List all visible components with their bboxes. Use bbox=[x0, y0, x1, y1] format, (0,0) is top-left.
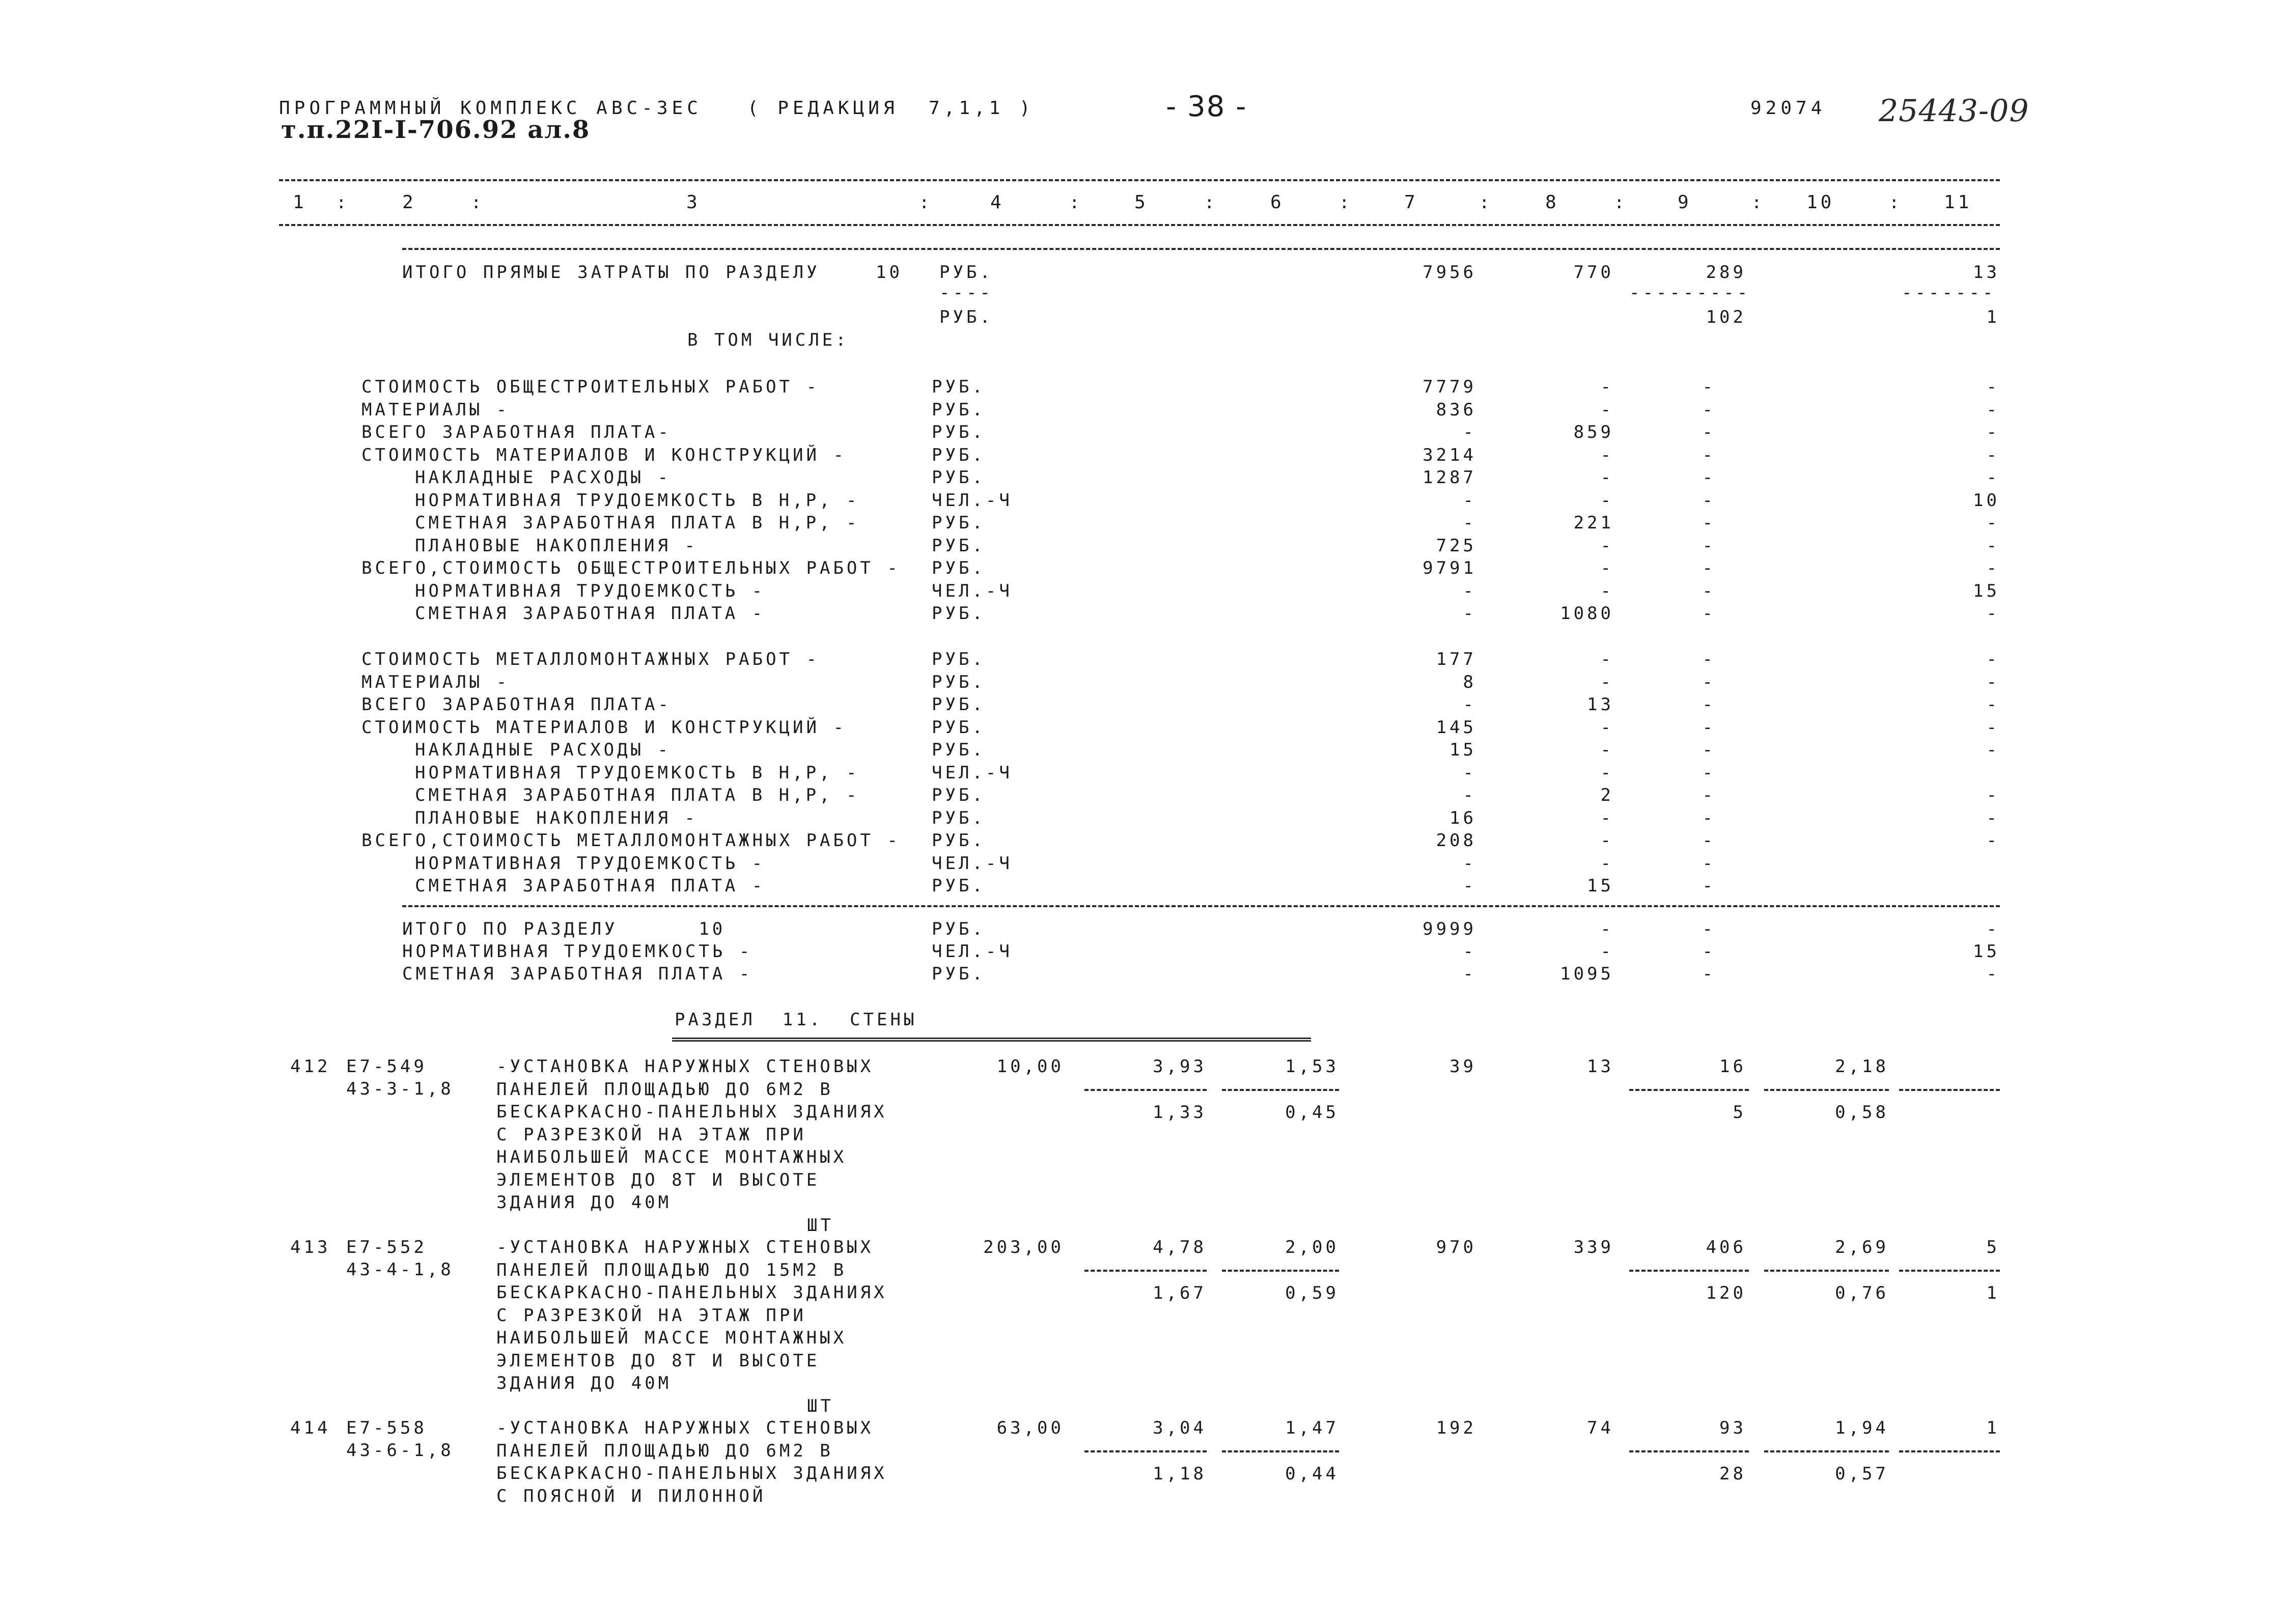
section-total-rule bbox=[402, 905, 2000, 907]
row-unit: РУБ. bbox=[932, 467, 986, 488]
row-unit: РУБ. bbox=[932, 558, 986, 578]
total-label: НОРМАТИВНАЯ ТРУДОЕМКОСТЬ - bbox=[402, 941, 753, 962]
total-c11: - bbox=[1986, 919, 2000, 939]
row-label: ВСЕГО,СТОИМОСТЬ МЕТАЛЛОМОНТАЖНЫХ РАБОТ - bbox=[361, 830, 901, 851]
row-unit: РУБ. bbox=[932, 717, 986, 738]
col-8: 8 bbox=[1545, 192, 1559, 213]
item-description-line: ЭЛЕМЕНТОВ ДО 8Т И ВЫСОТЕ bbox=[496, 1350, 820, 1371]
item-description-line: С ПОЯСНОЙ И ПИЛОННОЙ bbox=[496, 1486, 766, 1506]
item-c10: 1,94 bbox=[1835, 1418, 1889, 1438]
row-c8: - bbox=[1600, 558, 1614, 578]
item-c6-secondary: 0,45 bbox=[1285, 1102, 1339, 1123]
summary-c11: 13 bbox=[1973, 262, 2000, 283]
row-c8: 2 bbox=[1600, 785, 1614, 805]
item-number: 414 bbox=[290, 1418, 331, 1438]
row-unit: РУБ. bbox=[932, 399, 986, 420]
item-c10: 2,69 bbox=[1835, 1237, 1889, 1257]
item-rule-c9 bbox=[1629, 1089, 1749, 1091]
row-c11: - bbox=[1986, 830, 2000, 851]
row-c7: 3214 bbox=[1423, 444, 1476, 465]
item-rule-c9 bbox=[1629, 1270, 1749, 1272]
total-label: СМЕТНАЯ ЗАРАБОТНАЯ ПЛАТА - bbox=[402, 964, 753, 984]
row-c9: - bbox=[1702, 467, 1716, 488]
row-label: ПЛАНОВЫЕ НАКОПЛЕНИЯ - bbox=[415, 535, 698, 556]
row-c11: - bbox=[1986, 671, 2000, 692]
row-c7: - bbox=[1463, 762, 1476, 783]
row-c7: 725 bbox=[1436, 535, 1476, 556]
row-c8: - bbox=[1600, 649, 1614, 669]
item-c10: 2,18 bbox=[1835, 1056, 1889, 1077]
item-rule-c6 bbox=[1222, 1450, 1339, 1452]
col-separator: : bbox=[336, 192, 347, 213]
row-label: НОРМАТИВНАЯ ТРУДОЕМКОСТЬ В Н,Р, - bbox=[415, 762, 860, 783]
page-number: - 38 - bbox=[1166, 90, 1247, 123]
item-c10-secondary: 0,57 bbox=[1835, 1464, 1889, 1484]
row-unit: РУБ. bbox=[932, 535, 986, 556]
item-number: 412 bbox=[290, 1056, 331, 1077]
in-total-caption: В ТОМ ЧИСЛЕ: bbox=[687, 330, 849, 350]
row-c7: 177 bbox=[1436, 649, 1476, 669]
item-description-line: ПАНЕЛЕЙ ПЛОЩАДЬЮ ДО 15М2 В bbox=[496, 1259, 847, 1280]
summary-c7: 7956 bbox=[1423, 262, 1476, 283]
row-c7: - bbox=[1463, 876, 1476, 896]
row-unit: РУБ. bbox=[932, 513, 986, 533]
row-c8: - bbox=[1600, 399, 1614, 420]
program-title: ПРОГРАММНЫЙ КОМПЛЕКС АВС-ЗЕС ( РЕДАКЦИЯ 7,1,1 ) bbox=[279, 98, 1035, 119]
summary-unit-rule: ---- bbox=[939, 283, 993, 303]
row-c8: - bbox=[1600, 490, 1614, 511]
row-c9: - bbox=[1702, 490, 1716, 511]
handwritten-number: 25443-09 bbox=[1879, 93, 2029, 129]
row-c9: - bbox=[1702, 377, 1716, 397]
item-c8: 13 bbox=[1587, 1056, 1614, 1077]
total-c8: - bbox=[1600, 919, 1614, 939]
row-label: СМЕТНАЯ ЗАРАБОТНАЯ ПЛАТА В Н,Р, - bbox=[415, 785, 860, 805]
row-c9: - bbox=[1702, 649, 1716, 669]
row-c7: 145 bbox=[1436, 717, 1476, 738]
row-c9: - bbox=[1702, 853, 1716, 874]
row-c7: - bbox=[1463, 785, 1476, 805]
item-rule-c11 bbox=[1899, 1270, 2000, 1272]
doc-code: 92074 bbox=[1750, 98, 1826, 119]
item-rule-c6 bbox=[1222, 1270, 1339, 1272]
item-quantity: 203,00 bbox=[983, 1237, 1064, 1257]
item-description-line: БЕСКАРКАСНО-ПАНЕЛЬНЫХ ЗДАНИЯХ bbox=[496, 1282, 887, 1303]
item-code-secondary: 43-3-1,8 bbox=[346, 1079, 454, 1099]
row-c11: - bbox=[1986, 444, 2000, 465]
row-label: СТОИМОСТЬ МЕТАЛЛОМОНТАЖНЫХ РАБОТ - bbox=[361, 649, 820, 669]
item-rule-c5 bbox=[1084, 1270, 1207, 1272]
item-c6-secondary: 0,44 bbox=[1285, 1464, 1339, 1484]
row-c7: 836 bbox=[1436, 399, 1476, 420]
row-c8: 221 bbox=[1573, 513, 1614, 533]
row-c9: - bbox=[1702, 444, 1716, 465]
total-unit: ЧЕЛ.-Ч bbox=[932, 941, 1013, 962]
item-description-line: -УСТАНОВКА НАРУЖНЫХ СТЕНОВЫХ bbox=[496, 1418, 874, 1438]
item-c6: 1,53 bbox=[1285, 1056, 1339, 1077]
col-9: 9 bbox=[1678, 192, 1692, 213]
row-unit: РУБ. bbox=[932, 671, 986, 692]
row-c9: - bbox=[1702, 580, 1716, 601]
row-c9: - bbox=[1702, 671, 1716, 692]
row-c9: - bbox=[1702, 422, 1716, 442]
total-c7: - bbox=[1463, 941, 1476, 962]
item-c6: 1,47 bbox=[1285, 1418, 1339, 1438]
item-description-line: С РАЗРЕЗКОЙ НА ЭТАЖ ПРИ bbox=[496, 1124, 806, 1145]
row-unit: РУБ. bbox=[932, 649, 986, 669]
row-c8: 1080 bbox=[1560, 603, 1614, 624]
row-label: СМЕТНАЯ ЗАРАБОТНАЯ ПЛАТА В Н,Р, - bbox=[415, 513, 860, 533]
row-c11: - bbox=[1986, 649, 2000, 669]
item-description-line: БЕСКАРКАСНО-ПАНЕЛЬНЫХ ЗДАНИЯХ bbox=[496, 1463, 887, 1483]
row-c11: 15 bbox=[1973, 580, 2000, 601]
doc-reference: т.п.22I-I-706.92 ал.8 bbox=[281, 116, 591, 144]
col-separator: : bbox=[1339, 192, 1350, 213]
row-c11: - bbox=[1986, 694, 2000, 715]
row-unit: РУБ. bbox=[932, 876, 986, 896]
row-c7: 15 bbox=[1450, 740, 1476, 760]
col-11: 11 bbox=[1944, 192, 1972, 213]
row-label: МАТЕРИАЛЫ - bbox=[361, 399, 510, 420]
item-quantity: 10,00 bbox=[996, 1056, 1064, 1077]
col-10: 10 bbox=[1806, 192, 1835, 213]
item-c11: 5 bbox=[1986, 1237, 2000, 1257]
total-unit: РУБ. bbox=[932, 919, 986, 939]
row-c11: - bbox=[1986, 785, 2000, 805]
section-title-underline bbox=[672, 1038, 1311, 1042]
row-c8: 859 bbox=[1573, 422, 1614, 442]
item-c5-secondary: 1,18 bbox=[1153, 1464, 1207, 1484]
row-label: МАТЕРИАЛЫ - bbox=[361, 671, 510, 692]
total-unit: РУБ. bbox=[932, 964, 986, 984]
row-unit: РУБ. bbox=[932, 694, 986, 715]
summary-c8: 770 bbox=[1573, 262, 1614, 283]
row-c11: - bbox=[1986, 467, 2000, 488]
summary-c11-rule: ------- bbox=[1902, 283, 1996, 303]
item-c5: 3,04 bbox=[1153, 1418, 1207, 1438]
row-c8: 15 bbox=[1587, 876, 1614, 896]
col-2: 2 bbox=[402, 192, 416, 213]
row-c8: - bbox=[1600, 444, 1614, 465]
item-c8: 74 bbox=[1587, 1418, 1614, 1438]
item-rule-c6 bbox=[1222, 1089, 1339, 1091]
item-code: Е7-552 bbox=[346, 1237, 427, 1257]
row-c7: - bbox=[1463, 853, 1476, 874]
summary-c9-rule: --------- bbox=[1629, 283, 1751, 303]
col-separator: : bbox=[1751, 192, 1762, 213]
item-c10-secondary: 0,76 bbox=[1835, 1283, 1889, 1303]
row-c9: - bbox=[1702, 558, 1716, 578]
item-c5: 4,78 bbox=[1153, 1237, 1207, 1257]
item-unit: ШТ bbox=[807, 1215, 834, 1236]
summary-c9-b: 102 bbox=[1706, 307, 1746, 327]
row-unit: ЧЕЛ.-Ч bbox=[932, 490, 1013, 511]
section-title: РАЗДЕЛ 11. СТЕНЫ bbox=[675, 1010, 917, 1030]
item-rule-c10 bbox=[1764, 1270, 1889, 1272]
row-unit: РУБ. bbox=[932, 785, 986, 805]
row-c8: - bbox=[1600, 830, 1614, 851]
summary-c11-b: 1 bbox=[1986, 307, 2000, 327]
row-c7: 1287 bbox=[1423, 467, 1476, 488]
total-c11: - bbox=[1986, 964, 2000, 984]
row-c8: - bbox=[1600, 762, 1614, 783]
col-5: 5 bbox=[1134, 192, 1149, 213]
row-c11: - bbox=[1986, 558, 2000, 578]
total-c8: - bbox=[1600, 941, 1614, 962]
row-c7: 9791 bbox=[1423, 558, 1476, 578]
total-c9: - bbox=[1702, 919, 1716, 939]
item-description-line: НАИБОЛЬШЕЙ МАССЕ МОНТАЖНЫХ bbox=[496, 1147, 847, 1167]
col-separator: : bbox=[919, 192, 930, 213]
row-label: НОРМАТИВНАЯ ТРУДОЕМКОСТЬ - bbox=[415, 853, 766, 874]
row-c11: - bbox=[1986, 513, 2000, 533]
item-c9-secondary: 28 bbox=[1719, 1464, 1746, 1484]
row-c9: - bbox=[1702, 762, 1716, 783]
header-bottom-rule bbox=[279, 224, 2000, 226]
row-label: НАКЛАДНЫЕ РАСХОДЫ - bbox=[415, 740, 671, 760]
row-label: ВСЕГО,СТОИМОСТЬ ОБЩЕСТРОИТЕЛЬНЫХ РАБОТ - bbox=[361, 558, 901, 578]
item-c8: 339 bbox=[1573, 1237, 1614, 1257]
row-c9: - bbox=[1702, 603, 1716, 624]
row-c7: - bbox=[1463, 694, 1476, 715]
row-label: НОРМАТИВНАЯ ТРУДОЕМКОСТЬ - bbox=[415, 580, 766, 601]
item-description-line: ПАНЕЛЕЙ ПЛОЩАДЬЮ ДО 6М2 В bbox=[496, 1440, 833, 1461]
row-c9: - bbox=[1702, 513, 1716, 533]
item-rule-c9 bbox=[1629, 1450, 1749, 1452]
row-unit: РУБ. bbox=[932, 377, 986, 397]
row-c8: - bbox=[1600, 740, 1614, 760]
total-c7: - bbox=[1463, 964, 1476, 984]
item-rule-c11 bbox=[1899, 1089, 2000, 1091]
row-c11: 10 bbox=[1973, 490, 2000, 511]
item-c9-secondary: 120 bbox=[1706, 1283, 1746, 1303]
item-description-line: БЕСКАРКАСНО-ПАНЕЛЬНЫХ ЗДАНИЯХ bbox=[496, 1102, 887, 1122]
row-c7: - bbox=[1463, 580, 1476, 601]
col-separator: : bbox=[1889, 192, 1900, 213]
row-c11: - bbox=[1986, 717, 2000, 738]
col-separator: : bbox=[471, 192, 482, 213]
row-c8: - bbox=[1600, 717, 1614, 738]
row-c8: 13 bbox=[1587, 694, 1614, 715]
item-c6: 2,00 bbox=[1285, 1237, 1339, 1257]
total-c8: 1095 bbox=[1560, 964, 1614, 984]
row-c7: 7779 bbox=[1423, 377, 1476, 397]
item-description-line: ЭЛЕМЕНТОВ ДО 8Т И ВЫСОТЕ bbox=[496, 1169, 820, 1190]
row-c7: - bbox=[1463, 603, 1476, 624]
row-c11: - bbox=[1986, 740, 2000, 760]
item-c7: 970 bbox=[1436, 1237, 1476, 1257]
item-rule-c5 bbox=[1084, 1450, 1207, 1452]
header-top-rule bbox=[279, 179, 2000, 181]
summary-top-rule bbox=[402, 248, 2000, 250]
row-c8: - bbox=[1600, 467, 1614, 488]
col-3: 3 bbox=[686, 192, 701, 213]
item-c7: 39 bbox=[1450, 1056, 1476, 1077]
item-rule-c11 bbox=[1899, 1450, 2000, 1452]
row-c11: - bbox=[1986, 422, 2000, 442]
item-unit: ШТ bbox=[807, 1395, 834, 1416]
col-6: 6 bbox=[1270, 192, 1285, 213]
item-c9: 406 bbox=[1706, 1237, 1746, 1257]
row-c9: - bbox=[1702, 785, 1716, 805]
row-label: СТОИМОСТЬ ОБЩЕСТРОИТЕЛЬНЫХ РАБОТ - bbox=[361, 377, 820, 397]
summary-title: ИТОГО ПРЯМЫЕ ЗАТРАТЫ ПО РАЗДЕЛУ bbox=[402, 262, 820, 283]
row-c11: - bbox=[1986, 603, 2000, 624]
item-code-secondary: 43-4-1,8 bbox=[346, 1259, 454, 1280]
row-c7: 208 bbox=[1436, 830, 1476, 851]
item-c10-secondary: 0,58 bbox=[1835, 1102, 1889, 1123]
row-c9: - bbox=[1702, 876, 1716, 896]
item-c9-secondary: 5 bbox=[1733, 1102, 1746, 1123]
item-c5-secondary: 1,67 bbox=[1153, 1283, 1207, 1303]
item-c11: 1 bbox=[1986, 1418, 2000, 1438]
row-c8: - bbox=[1600, 853, 1614, 874]
row-c7: 16 bbox=[1450, 807, 1476, 828]
col-7: 7 bbox=[1404, 192, 1418, 213]
item-description-line: ПАНЕЛЕЙ ПЛОЩАДЬЮ ДО 6М2 В bbox=[496, 1079, 833, 1100]
row-c7: - bbox=[1463, 513, 1476, 533]
row-unit: ЧЕЛ.-Ч bbox=[932, 580, 1013, 601]
summary-unit-2: РУБ. bbox=[939, 307, 993, 327]
item-description-line: НАИБОЛЬШЕЙ МАССЕ МОНТАЖНЫХ bbox=[496, 1328, 847, 1348]
item-c7: 192 bbox=[1436, 1418, 1476, 1438]
row-label: НОРМАТИВНАЯ ТРУДОЕМКОСТЬ В Н,Р, - bbox=[415, 490, 860, 511]
row-c9: - bbox=[1702, 399, 1716, 420]
row-c11: - bbox=[1986, 807, 2000, 828]
row-c7: - bbox=[1463, 490, 1476, 511]
col-4: 4 bbox=[990, 192, 1005, 213]
row-c9: - bbox=[1702, 694, 1716, 715]
row-unit: ЧЕЛ.-Ч bbox=[932, 853, 1013, 874]
col-separator: : bbox=[1479, 192, 1490, 213]
item-c5: 3,93 bbox=[1153, 1056, 1207, 1077]
row-unit: ЧЕЛ.-Ч bbox=[932, 762, 1013, 783]
item-code: Е7-549 bbox=[346, 1056, 427, 1077]
row-c9: - bbox=[1702, 535, 1716, 556]
item-rule-c10 bbox=[1764, 1089, 1889, 1091]
total-c9: - bbox=[1702, 941, 1716, 962]
row-unit: РУБ. bbox=[932, 807, 986, 828]
item-quantity: 63,00 bbox=[996, 1418, 1064, 1438]
row-c11: - bbox=[1986, 377, 2000, 397]
row-unit: РУБ. bbox=[932, 444, 986, 465]
row-unit: РУБ. bbox=[932, 603, 986, 624]
row-c8: - bbox=[1600, 535, 1614, 556]
summary-c9: 289 bbox=[1706, 262, 1746, 283]
row-label: ВСЕГО ЗАРАБОТНАЯ ПЛАТА- bbox=[361, 694, 672, 715]
row-label: СТОИМОСТЬ МАТЕРИАЛОВ И КОНСТРУКЦИЙ - bbox=[361, 717, 847, 738]
row-unit: РУБ. bbox=[932, 422, 986, 442]
row-c7: 8 bbox=[1463, 671, 1476, 692]
row-c9: - bbox=[1702, 807, 1716, 828]
row-c7: - bbox=[1463, 422, 1476, 442]
row-c9: - bbox=[1702, 717, 1716, 738]
item-c11-secondary: 1 bbox=[1986, 1283, 2000, 1303]
row-label: СМЕТНАЯ ЗАРАБОТНАЯ ПЛАТА - bbox=[415, 876, 766, 896]
row-c8: - bbox=[1600, 671, 1614, 692]
col-separator: : bbox=[1204, 192, 1215, 213]
row-c9: - bbox=[1702, 830, 1716, 851]
summary-section-number: 10 bbox=[876, 262, 903, 283]
row-c11: - bbox=[1986, 535, 2000, 556]
item-number: 413 bbox=[290, 1237, 331, 1257]
item-c6-secondary: 0,59 bbox=[1285, 1283, 1339, 1303]
item-description-line: -УСТАНОВКА НАРУЖНЫХ СТЕНОВЫХ bbox=[496, 1056, 874, 1077]
item-description-line: ЗДАНИЯ ДО 40М bbox=[496, 1192, 672, 1213]
item-description-line: -УСТАНОВКА НАРУЖНЫХ СТЕНОВЫХ bbox=[496, 1237, 874, 1257]
total-c11: 15 bbox=[1973, 941, 2000, 962]
item-c9: 93 bbox=[1719, 1418, 1746, 1438]
item-description-line: С РАЗРЕЗКОЙ НА ЭТАЖ ПРИ bbox=[496, 1305, 806, 1326]
row-unit: РУБ. bbox=[932, 740, 986, 760]
item-description-line: ЗДАНИЯ ДО 40М bbox=[496, 1373, 672, 1393]
col-1: 1 bbox=[293, 192, 307, 213]
row-c9: - bbox=[1702, 740, 1716, 760]
row-c8: - bbox=[1600, 580, 1614, 601]
row-label: ВСЕГО ЗАРАБОТНАЯ ПЛАТА- bbox=[361, 422, 672, 442]
row-c11: - bbox=[1986, 399, 2000, 420]
total-c7: 9999 bbox=[1423, 919, 1476, 939]
row-c8: - bbox=[1600, 377, 1614, 397]
item-code-secondary: 43-6-1,8 bbox=[346, 1440, 454, 1461]
summary-unit: РУБ. bbox=[939, 262, 993, 283]
row-label: НАКЛАДНЫЕ РАСХОДЫ - bbox=[415, 467, 671, 488]
row-label: СТОИМОСТЬ МАТЕРИАЛОВ И КОНСТРУКЦИЙ - bbox=[361, 444, 847, 465]
item-c5-secondary: 1,33 bbox=[1153, 1102, 1207, 1123]
total-label: ИТОГО ПО РАЗДЕЛУ 10 bbox=[402, 919, 726, 939]
row-label: ПЛАНОВЫЕ НАКОПЛЕНИЯ - bbox=[415, 807, 698, 828]
item-rule-c5 bbox=[1084, 1089, 1207, 1091]
item-rule-c10 bbox=[1764, 1450, 1889, 1452]
col-separator: : bbox=[1069, 192, 1080, 213]
item-c9: 16 bbox=[1719, 1056, 1746, 1077]
row-label: СМЕТНАЯ ЗАРАБОТНАЯ ПЛАТА - bbox=[415, 603, 766, 624]
col-separator: : bbox=[1614, 192, 1625, 213]
item-code: Е7-558 bbox=[346, 1418, 427, 1438]
row-c8: - bbox=[1600, 807, 1614, 828]
total-c9: - bbox=[1702, 964, 1716, 984]
row-unit: РУБ. bbox=[932, 830, 986, 851]
